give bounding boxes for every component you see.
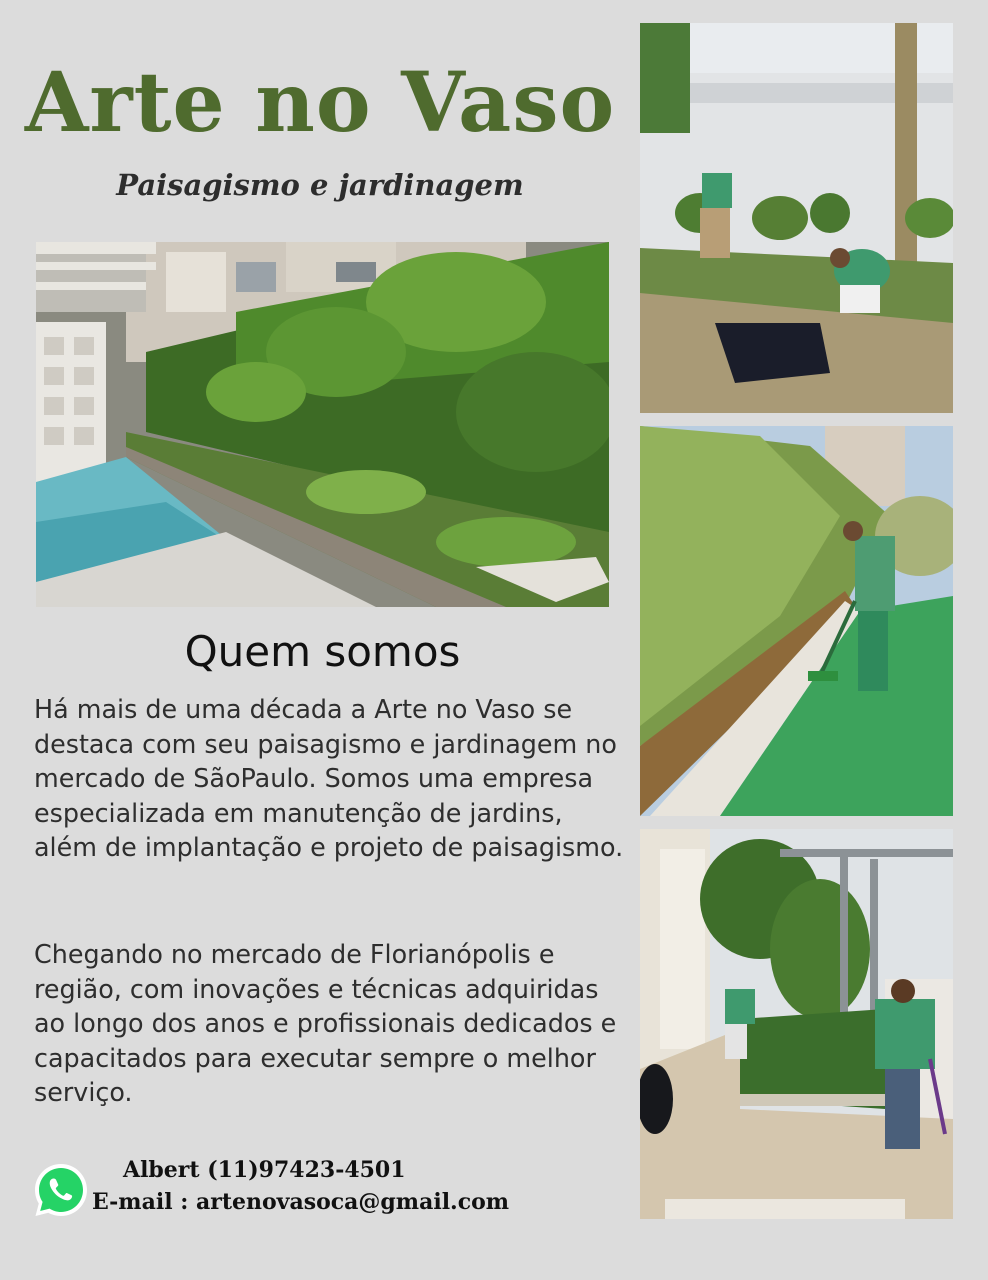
- section-heading: Quem somos: [184, 627, 461, 676]
- vertical-garden-pool-photo: [36, 242, 609, 607]
- contact-phone[interactable]: Albert (11)97423-4501: [123, 1157, 406, 1183]
- whatsapp-icon[interactable]: [31, 1160, 91, 1220]
- about-paragraph: Há mais de uma década a Arte no Vaso se destaca com seu paisagismo e jardinagem no mercado de SãoPaulo. Somos uma empresa especializada em manutenção de jardins, além de implantação e projeto de paisagismo.: [34, 694, 624, 863]
- brand-title: Arte no Vaso: [24, 55, 616, 151]
- about-paragraph: Chegando no mercado de Florianópolis e região, com inovações e técnicas adquiridas ao longo dos anos e profissionais dedicados e capacitados para executar sempre o melhor serviço.: [34, 939, 617, 1108]
- gardeners-courtyard-photo: [640, 829, 953, 1219]
- gardener-sweeping-photo: [640, 426, 953, 816]
- gardeners-planting-photo: [640, 23, 953, 413]
- brand-subtitle: Paisagismo e jardinagem: [116, 168, 524, 202]
- contact-email[interactable]: E-mail : artenovasoca@gmail.com: [92, 1189, 510, 1215]
